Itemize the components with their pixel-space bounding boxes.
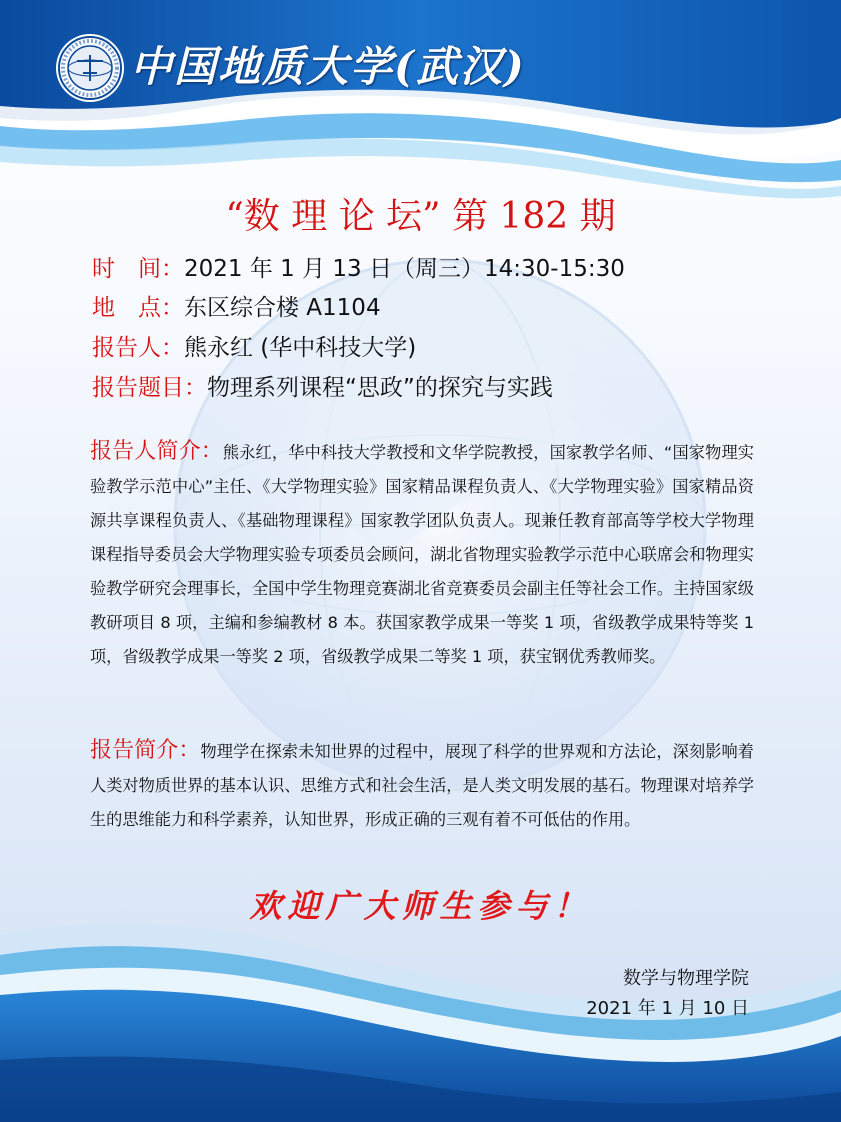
- topic-row: [92, 369, 553, 402]
- place-label: 地 点：: [92, 295, 184, 321]
- speaker-bio: [90, 435, 754, 674]
- publish-date: 2021 年 1 月 10 日: [586, 998, 749, 1019]
- university-emblem-icon: [55, 33, 125, 103]
- time-value: 2021 年 1 月 13 日（周三）14:30-15:30: [184, 256, 625, 282]
- place-value: 东区综合楼 A1104: [184, 295, 381, 321]
- welcome-message: 欢迎广大师生参与！: [249, 887, 592, 925]
- abstract: [90, 734, 754, 837]
- top-wave-band: [0, 0, 841, 198]
- speaker-row: [92, 329, 416, 362]
- topic-label: 报告题目：: [92, 375, 207, 401]
- topic-value: 物理系列课程“思政”的探究与实践: [207, 375, 553, 401]
- abstract-label: 报告简介：: [90, 738, 201, 763]
- university-name: 中国地质大学(武汉): [130, 42, 526, 91]
- organizer: 数学与物理学院: [623, 968, 749, 989]
- speaker-label: 报告人：: [92, 335, 184, 361]
- time-row: [92, 250, 625, 283]
- time-label: 时 间：: [92, 256, 184, 282]
- abstract-text: 物理学在探索未知世界的过程中，展现了科学的世界观和方法论，深刻影响着人类对物质世界的基本认识、思维方式和社会生活，是人类文明发展的基石。物理课对培养学生的思维能力和科学素养，认知世界，形成正确的三观有着不可低估的作用。: [90, 742, 754, 829]
- speaker-bio-text: 熊永红，华中科技大学教授和文华学院教授，国家教学名师、“国家物理实验教学示范中心”主任、《大学物理实验》国家精品课程负责人、《大学物理实验》国家精品资源共享课程负责人、《基础物理课程》国家教学团队负责人。现兼任教育部高等学校大学物理课程指导委员会大学物理实验专项委员会顾问，湖北省物理实验教学示范中心联席会和物理实验教学研究会理事长，全国中学生物理竞赛湖北省竞赛委员会副主任等社会工作。主持国家级教研项目 8 项，主编和参编教材 8 本。获国家教学成果一等奖 1 项，省级教学成果特等奖 1 项，省级教学成果一等奖 2 项，省级教学成果二等奖 1 项，获宝钢优秀教师奖。: [90, 443, 754, 666]
- place-row: [92, 289, 381, 322]
- poster-title: “数 理 论 坛” 第 182 期: [225, 196, 616, 237]
- speaker-value: 熊永红 (华中科技大学): [184, 335, 417, 361]
- speaker-bio-label: 报告人简介：: [90, 439, 223, 464]
- bottom-wave-band: [0, 924, 841, 1122]
